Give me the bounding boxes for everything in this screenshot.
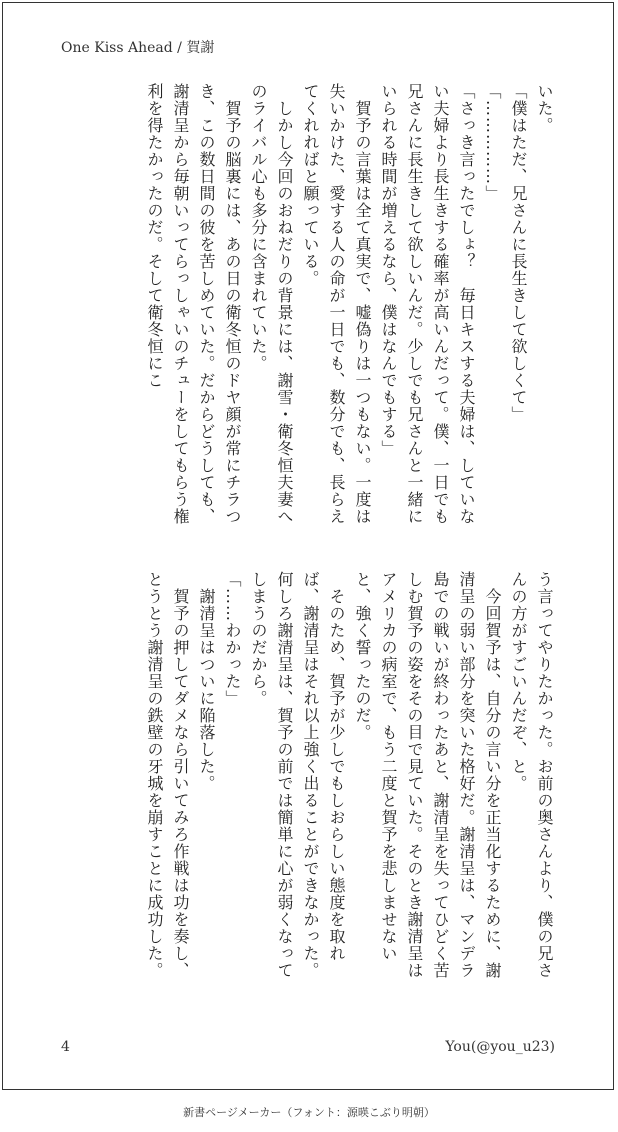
paragraph: 謝清呈はついに陥落した。 bbox=[197, 571, 216, 792]
paragraph: 「……………」 bbox=[483, 83, 502, 202]
generator-credit: 新書ページメーカー（フォント：源暎こぶり明朝） bbox=[183, 1106, 435, 1119]
book-page bbox=[2, 2, 614, 1090]
paragraph: しかし今回のおねだりの背景には、謝雪・衛冬恒夫妻へのライバル心も多分に含まれていた。 bbox=[249, 83, 294, 525]
paragraph: そのため、賀予が少しでもしおらしい態度を取れば、謝清呈はそれ以上強く出ることができなかった。何しろ謝清呈は、賀予の前では簡単に心が弱くなってしまうのだから。 bbox=[249, 571, 346, 979]
paragraph: 今回賀予は、自分の言い分を正当化するために、謝清呈の弱い部分を突いた格好だ。謝清呈は、マンデラ島での戦いが終わったあと、謝清呈を失ってひどく苦しむ賀予の姿をその目で見ていた。そのとき謝清呈はアメリカの病室で、もう二度と賀予を悲しませないと、強く誓ったのだ。 bbox=[353, 571, 502, 979]
paragraph: いた。 bbox=[535, 83, 554, 134]
paragraph: 「さっき言ったでしょ？ 毎日キスする夫婦は、していない夫婦より長生きする確率が高いんだって。僕、一日でも兄さんに長生きして欲しいんだ。少しでも兄さんと一緒にいられる時間が増えるなら、僕はなんでもする」 bbox=[379, 83, 476, 525]
paragraph: う言ってやりたかった。お前の奥さんより、僕の兄さんの方がすごいんだぞ、と。 bbox=[509, 571, 554, 979]
paragraph: 賀予の言葉は全て真実で、嘘偽りは一つもない。一度は失いかけた、愛する人の命が一日でも、数分でも、長らえてくれればと願っている。 bbox=[301, 83, 372, 525]
author-credit: You(@you_u23) bbox=[445, 1039, 555, 1055]
paragraph: 賀予の脳裏には、あの日の衛冬恒のドヤ顔が常にチラつき、この数日間の彼を苦しめていた。だからどうしても、謝清呈から毎朝いってらっしゃいのチューをしてもらう権利を得たかったのだ。そして衛冬恒にこ bbox=[145, 83, 242, 525]
page-title: One Kiss Ahead / 賀謝 bbox=[61, 40, 215, 56]
paragraph: 「……わかった」 bbox=[223, 571, 242, 707]
page-number: 4 bbox=[61, 1039, 70, 1055]
upper-text-block bbox=[51, 83, 557, 533]
lower-text-block bbox=[51, 571, 557, 991]
paragraph: 「僕はただ、兄さんに長生きして欲しくて」 bbox=[509, 83, 528, 423]
paragraph: 賀予の押してダメなら引いてみろ作戦は功を奏し、とうとう謝清呈の鉄壁の牙城を崩すことに成功した。 bbox=[145, 571, 190, 979]
